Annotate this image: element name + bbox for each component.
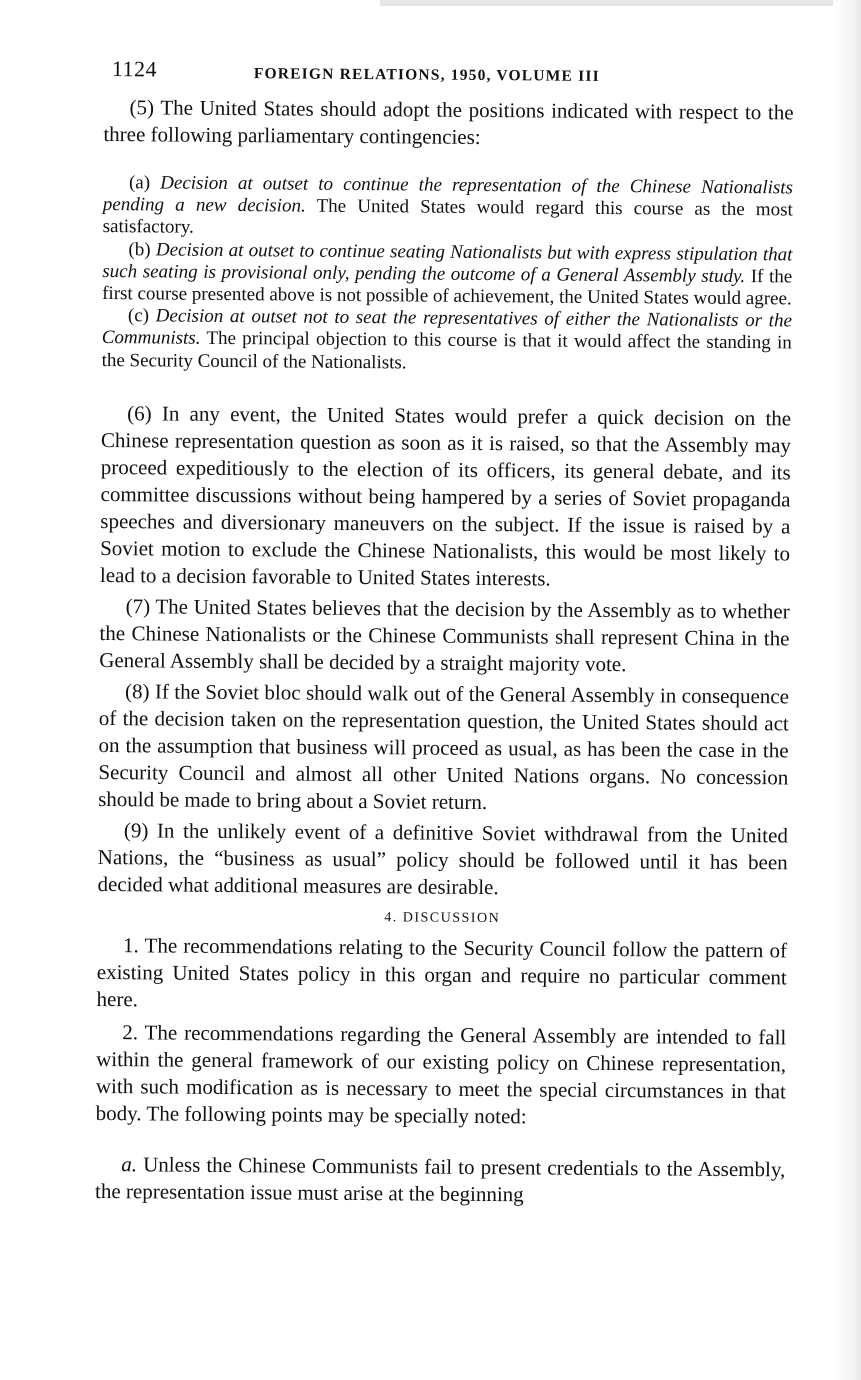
paragraph-6: (6) In any event, the United States would prefer a quick decision on the Chinese representation question as soon as it is raised, so that the Assembly may proceed expeditiously to the election of its officers, its general debate, and its committee discussions without being hampered by a series of Soviet propaganda speeches and diversionary maneuvers on the subject. If the issue is raised by a Soviet motion to exclude the Chinese Nationalists, this would be most likely to lead to a decision favorable to United States interests.: [99, 401, 792, 591]
italic-heading: Decision at outset to continue the representation of the Chinese Nationalists pending a new decision.: [102, 172, 794, 217]
paragraph-9: (9) In the unlikely event of a definitive Soviet withdrawal from the United Nations, the “business as usual” policy should be followed until it has been decided what additional measures are desirable.: [97, 818, 788, 899]
item-label: (b): [128, 238, 151, 260]
item-label: (a): [128, 172, 151, 194]
page-header: [104, 56, 794, 99]
italic-heading: Decision at outset not to seat the representatives of either the Nationalists or the Communists.: [101, 305, 793, 350]
running-head: FOREIGN RELATIONS, 1950, VOLUME III: [253, 65, 600, 85]
paragraph-5b: [102, 239, 793, 311]
paragraph-5: (5) The United States should adopt the positions indicated with respect to the three following parliamentary contingencies:: [103, 95, 794, 149]
item-label: (c): [127, 305, 150, 327]
discussion-1: 1. The recommendations relating to the Security Council follow the pattern of existing United States policy in this organ and require no particular comment here.: [96, 933, 788, 1012]
item-text: The principal objection to this course is that it would affect the standing in the Security Council of the Nationalists.: [101, 328, 792, 374]
scan-top-edge: [380, 0, 861, 6]
item-label: a.: [121, 1151, 138, 1177]
italic-heading: Decision at outset to continue seating Nationalists but with express stipulation that such seating is provisional only, pending the outcome of a General Assembly study.: [102, 239, 793, 287]
paragraph-5a: [103, 172, 794, 244]
paragraph-8: (8) If the Soviet bloc should walk out of the General Assembly in consequence of the decision taken on the representation question, the United States should act on the assumption that business will proceed as usual, as has been the case in the Security Council and almost all other United Nations organs. No concession should be made to bring about a Soviet return.: [98, 679, 790, 814]
scan-right-edge: [833, 0, 861, 1380]
item-text: The United States would regard this course as the most satisfactory.: [102, 195, 793, 239]
discussion-2a: [95, 1151, 785, 1210]
item-text: If the first course presented above is not possible of achievement, the United States would agree.: [102, 265, 793, 310]
page-number: 1124: [111, 56, 158, 82]
paragraph-7: (7) The United States believes that the decision by the Assembly as to whether the Chinese Nationalists or the Chinese Communists shall represent China in the General Assembly shall be decided by a straight majority vote.: [99, 594, 790, 676]
section-heading: 4. DISCUSSION: [384, 910, 501, 926]
discussion-2: 2. The recommendations regarding the General Assembly are intended to fall within the general framework of our existing policy on Chinese representation, with such modification as is necessary to meet the special circumstances in that body. The following points may be specially noted:: [95, 1020, 787, 1129]
paragraph-5c: [102, 305, 793, 377]
item-text: Unless the Chinese Communists fail to present credentials to the Assembly, the representation issue must arise at the beginning: [94, 1152, 786, 1207]
document-page: [95, 56, 794, 1210]
